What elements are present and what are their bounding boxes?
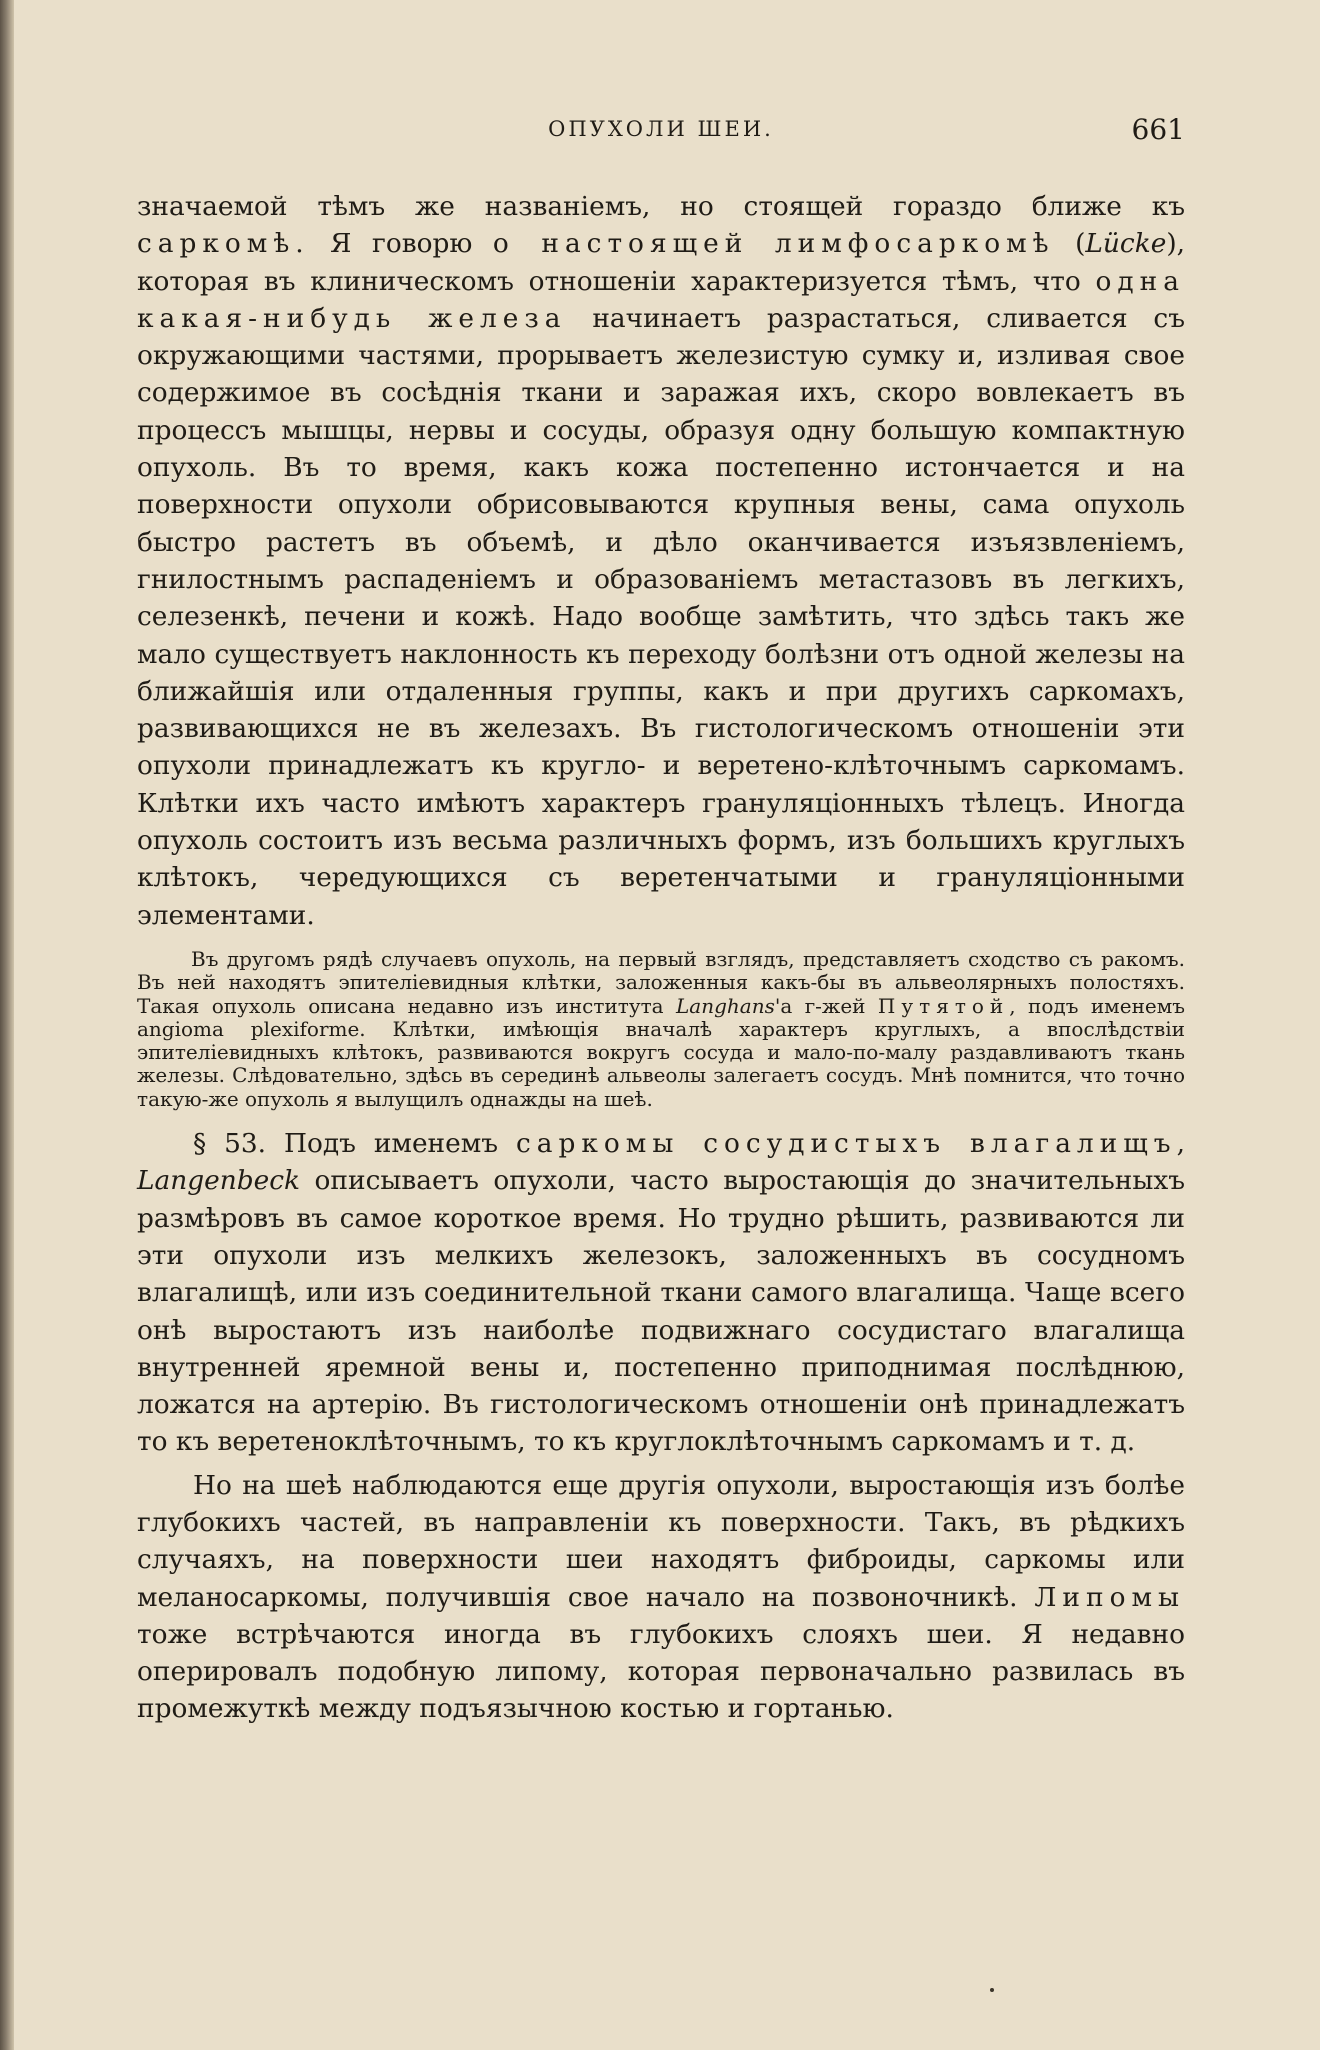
spaced-emphasis: о настоящей лимфосаркомѣ <box>492 228 1055 260</box>
paragraph-text: , <box>1176 1128 1185 1160</box>
spaced-emphasis: одна какая-нибудь железа <box>137 265 1185 334</box>
author-name: Lücke <box>1085 228 1167 260</box>
paragraph-text: тоже встрѣчаются иногда въ глубокихъ слояхъ шеи. Я недавно оперировалъ подобную липому, которая первоначально развилась въ промежуткѣ между подъязычною костью и гортанью. <box>137 1618 1185 1725</box>
author-name: Langhans <box>676 993 775 1018</box>
paragraph-text: описываетъ опухоли, часто выростающія до значительныхъ размѣровъ въ самое короткое время. Но трудно рѣшить, развиваются ли эти опухоли изъ мелкихъ железокъ, заложенныхъ въ сосудномъ влагалищѣ, или изъ соединительной ткани самого влагалища. Чаще всего онѣ выростаютъ изъ наиболѣе подвижнаго сосудистаго влагалища внутренней яремной вены и, постепенно приподнимая послѣднюю, ложатся на артерію. Въ гистологическомъ отношеніи онѣ принадлежатъ то къ веретеноклѣточнымъ, то къ круглоклѣточнымъ саркомамъ и т. д. <box>137 1165 1185 1458</box>
paragraph-text: Но на шеѣ наблюдаются еще другія опухоли, выростающія изъ болѣе глубокихъ частей, въ направленіи къ поверхности. Такъ, въ рѣдкихъ случаяхъ, на поверхности шеи находятъ фиброиды, саркомы или меланосаркомы, получившія свое начало на позвоночникѣ. <box>137 1469 1185 1613</box>
paragraph-text: начинаетъ разрастаться, сливается съ окружающими частями, прорываетъ железистую сумку и, изливая свое содержимое въ сосѣднія ткани и заражая ихъ, скоро вовлекаетъ въ процессъ мышцы, нервы и сосуды, образуя одну большую компактную опухоль. Въ то время, какъ кожа постепенно истончается и на поверхности опухоли обрисовываются крупныя вены, сама опухоль быстро растетъ въ объемѣ, и дѣло оканчивается изъязвленіемъ, гнилостнымъ распаденіемъ и образованіемъ метастазовъ въ легкихъ, селезенкѣ, печени и кожѣ. Надо вообще замѣтить, что здѣсь такъ же мало существуетъ наклонность къ переходу болѣзни отъ одной железы на ближайшія или отдаленныя группы, какъ и при другихъ саркомахъ, развивающихся не въ железахъ. Въ гистологическомъ отношеніи эти опухоли принадлежатъ къ кругло- и веретено-клѣточнымъ саркомамъ. Клѣтки ихъ часто имѣютъ характеръ грануляціонныхъ тѣлецъ. Иногда опухоль состоитъ изъ весьма различныхъ формъ, изъ большихъ круглыхъ клѣтокъ, чередующихся съ веретенчатыми и грануляціонными элементами. <box>137 302 1185 931</box>
page-number: 661 <box>1131 113 1185 146</box>
paragraph-small-print <box>137 948 1185 1111</box>
spaced-emphasis: Липомы <box>1034 1581 1185 1613</box>
spaced-emphasis: Путятой <box>877 993 1010 1018</box>
author-name: Langenbeck <box>137 1165 301 1197</box>
spaced-emphasis: саркомы сосудистыхъ влагалищъ <box>516 1128 1177 1160</box>
paragraph-text: 'а г-жей <box>774 993 878 1018</box>
paragraph-text: Я говорю <box>309 228 493 260</box>
running-header <box>137 113 1185 153</box>
paragraph-text: , подъ именемъ angioma plexiforme. Клѣтки, имѣющія вначалѣ характеръ круглыхъ, а впослѣдствіи эпителіевидныхъ клѣтокъ, развиваются вокругъ сосуда и мало-по-малу раздавливаютъ ткань железы. Слѣдовательно, здѣсь въ серединѣ альвеолы залегаетъ сосудъ. Мнѣ помнится, что точно такую-же опухоль я вылущилъ однажды на шеѣ. <box>137 993 1186 1111</box>
paragraph-text: ( <box>1054 228 1086 260</box>
paragraph-text: § 53. Подъ именемъ <box>193 1128 516 1160</box>
spaced-emphasis: саркомѣ. <box>137 228 310 260</box>
paragraph-text: Въ другомъ рядѣ случаевъ опухоль, на первый взглядъ, представляетъ сходство съ ракомъ. Въ ней находятъ эпителіевидныя клѣтки, заложенныя какъ-бы въ альвеолярныхъ полостяхъ. Такая опухоль описана недавно изъ института <box>137 946 1185 1018</box>
ink-speck <box>990 1988 994 1992</box>
running-title: ОПУХОЛИ ШЕИ. <box>548 117 774 141</box>
paragraph-section-53 <box>137 1125 1185 1461</box>
paragraph-deep-tumors <box>137 1467 1185 1728</box>
main-text <box>137 188 1185 1728</box>
paragraph-text: значаемой тѣмъ же названіемъ, но стоящей гораздо ближе къ <box>137 191 1185 222</box>
paragraph-lymphosarcoma <box>137 188 1185 934</box>
paragraph-text: ), которая въ клиническомъ отношеніи характеризуется тѣмъ, что <box>137 228 1186 297</box>
